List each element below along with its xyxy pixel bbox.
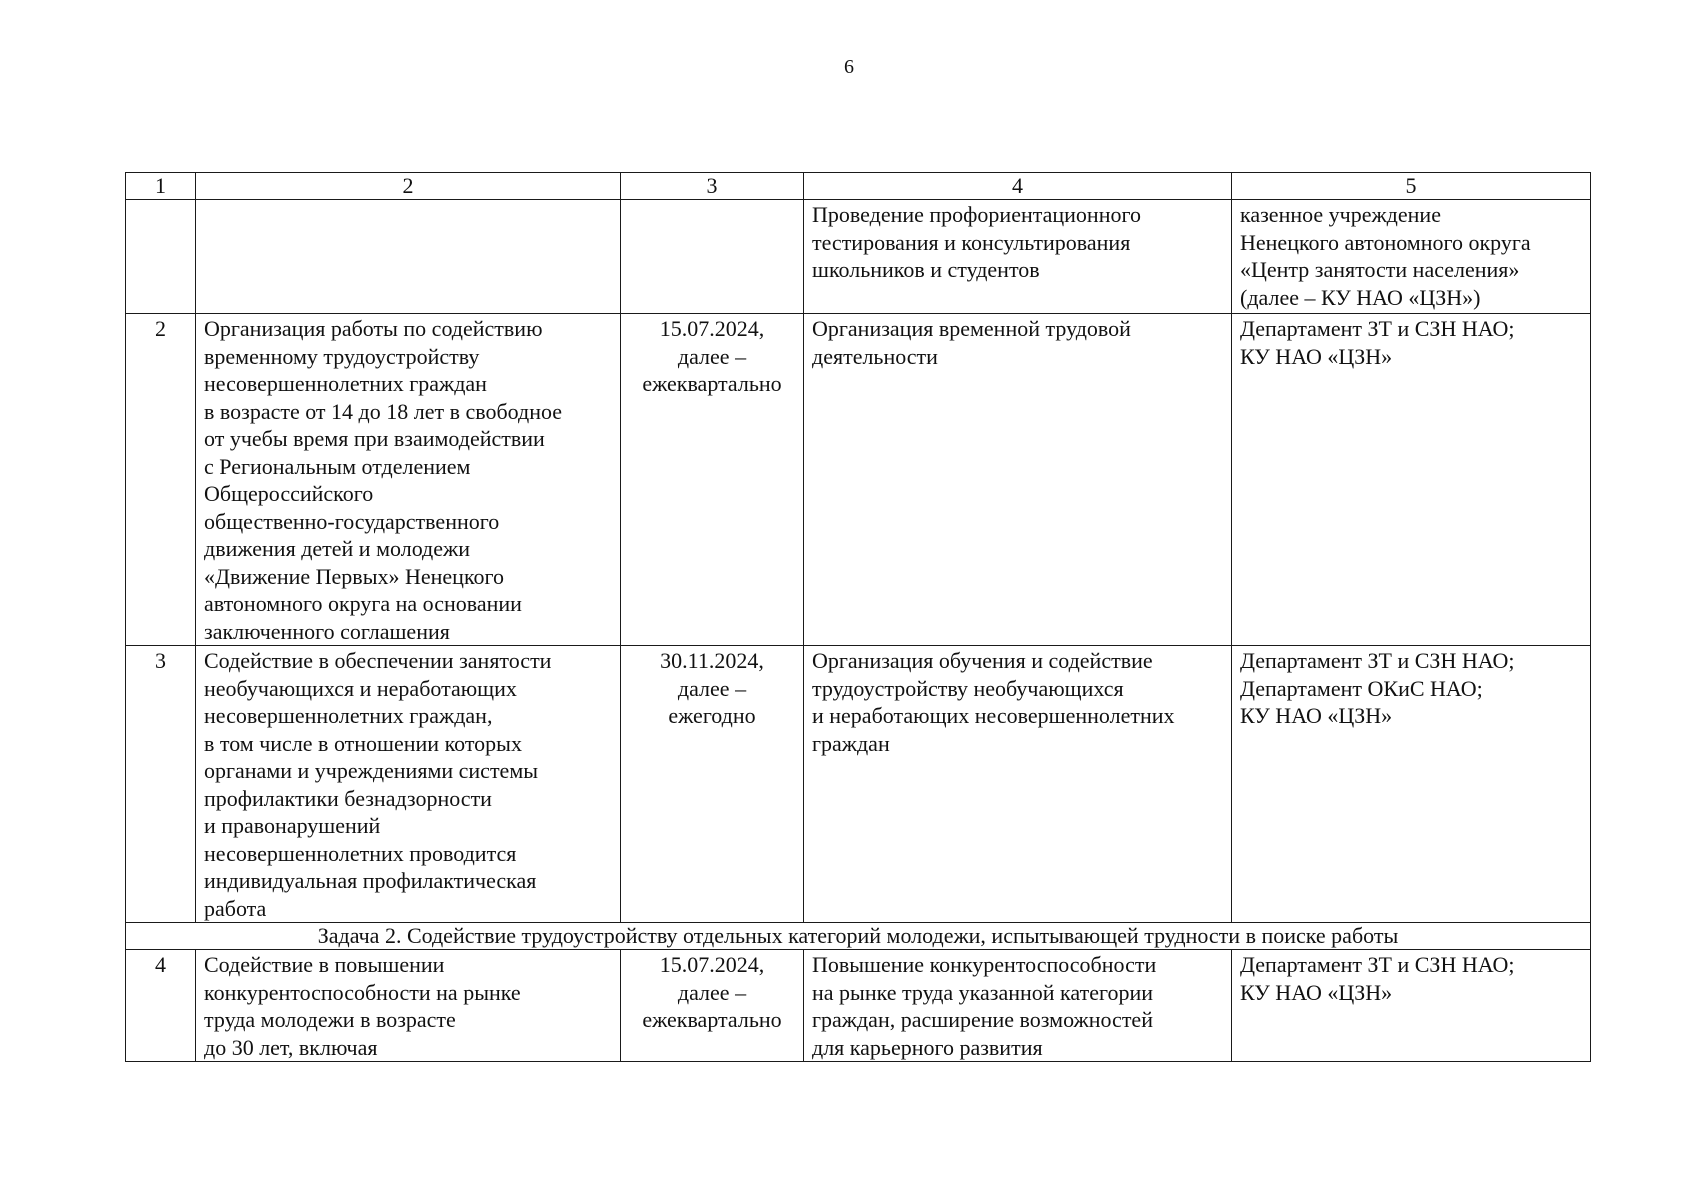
table-row [126,950,1591,1062]
term-cell [621,200,804,314]
event-cell: Содействие в повышении конкурентоспособности на рынке труда молодежи в возрасте до 30 лет, включая [196,950,621,1062]
result-cell: Организация временной трудовой деятельности [804,314,1232,646]
event-cell [196,200,621,314]
row-number-cell [126,200,196,314]
page-number: 6 [844,56,854,78]
column-header-4: 4 [804,173,1232,200]
responsible-cell: Департамент ЗТ и СЗН НАО; КУ НАО «ЦЗН» [1232,314,1591,646]
event-cell: Организация работы по содействию временному трудоустройству несовершеннолетних граждан в возрасте от 14 до 18 лет в свободное от учебы время при взаимодействии с Региональным отделением Общероссийского общественно-государственного движения детей и молодежи «Движение Первых» Ненецкого автономного округа на основании заключенного соглашения [196,314,621,646]
table-row [126,314,1591,646]
row-number-cell: 2 [126,314,196,646]
column-header-1: 1 [126,173,196,200]
table-header-row [126,173,1591,200]
result-cell: Повышение конкурентоспособности на рынке труда указанной категории граждан, расширение возможностей для карьерного развития [804,950,1232,1062]
task-heading-row [126,923,1591,950]
row-number-cell: 4 [126,950,196,1062]
row-number-cell: 3 [126,646,196,923]
responsible-cell: казенное учреждение Ненецкого автономного округа «Центр занятости населения» (далее – КУ НАО «ЦЗН») [1232,200,1591,314]
task-heading: Задача 2. Содействие трудоустройству отдельных категорий молодежи, испытывающей трудности в поиске работы [126,923,1591,950]
table-row [126,646,1591,923]
term-cell: 15.07.2024, далее – ежеквартально [621,314,804,646]
responsible-cell: Департамент ЗТ и СЗН НАО; Департамент ОКиС НАО; КУ НАО «ЦЗН» [1232,646,1591,923]
result-cell: Организация обучения и содействие трудоустройству необучающихся и неработающих несовершеннолетних граждан [804,646,1232,923]
result-cell: Проведение профориентационного тестирования и консультирования школьников и студентов [804,200,1232,314]
term-cell: 30.11.2024, далее – ежегодно [621,646,804,923]
term-cell: 15.07.2024, далее – ежеквартально [621,950,804,1062]
column-header-2: 2 [196,173,621,200]
table-row [126,200,1591,314]
column-header-3: 3 [621,173,804,200]
plan-table [125,172,1591,1062]
column-header-5: 5 [1232,173,1591,200]
event-cell: Содействие в обеспечении занятости необучающихся и неработающих несовершеннолетних граждан, в том числе в отношении которых органами и учреждениями системы профилактики безнадзорности и правонарушений несовершеннолетних проводится индивидуальная профилактическая работа [196,646,621,923]
responsible-cell: Департамент ЗТ и СЗН НАО; КУ НАО «ЦЗН» [1232,950,1591,1062]
